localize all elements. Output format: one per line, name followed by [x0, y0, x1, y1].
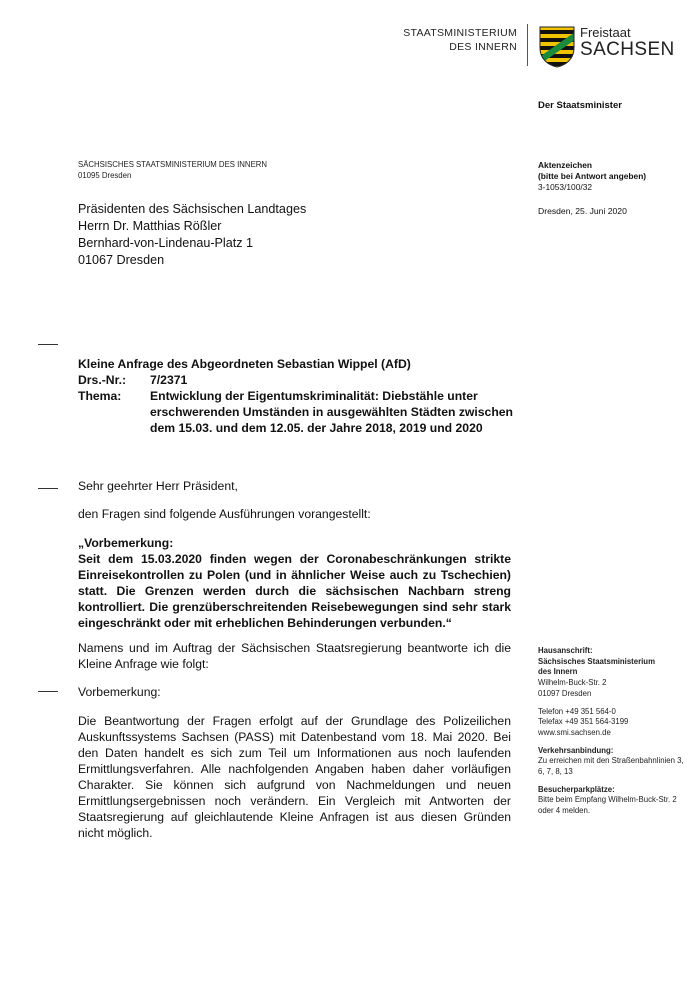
recipient-address — [78, 201, 306, 269]
website-link[interactable]: www.smi.sachsen.de — [538, 727, 611, 737]
sender-line-1: SÄCHSISCHES STAATSMINISTERIUM DES INNERN — [78, 160, 268, 169]
recipient-line-1: Präsidenten des Sächsischen Landtages — [78, 202, 307, 216]
reference-label: Aktenzeichen — [538, 160, 592, 170]
footer-transport — [538, 746, 688, 778]
footer-address — [538, 646, 688, 700]
header-divider — [527, 24, 528, 66]
preliminary-heading: Vorbemerkung: — [78, 685, 161, 699]
drs-label: Drs.-Nr.: — [78, 373, 127, 387]
fold-mark — [38, 344, 58, 345]
state-line-2: SACHSEN — [580, 39, 675, 60]
recipient-line-2: Herrn Dr. Matthias Rößler — [78, 219, 222, 233]
address-label: Hausanschrift: — [538, 646, 593, 655]
subject-block — [78, 356, 518, 436]
ministry-name — [380, 26, 517, 54]
footer-contact — [538, 707, 688, 739]
transport-label: Verkehrsanbindung: — [538, 745, 614, 755]
salutation: Sehr geehrter Herr Präsident, — [78, 479, 238, 493]
state-name — [580, 26, 675, 60]
reference-note: (bitte bei Antwort angeben) — [538, 171, 647, 181]
reference-number: 3-1053/100/32 — [538, 182, 593, 192]
quote-heading: „Vorbemerkung: — [78, 536, 174, 550]
parking-label: Besucherparkplätze: — [538, 784, 615, 794]
fold-mark — [38, 691, 58, 692]
ministry-line-2: DES INNERN — [449, 41, 517, 53]
intro-text: den Fragen sind folgende Ausführungen vorangestellt: — [78, 507, 371, 521]
ministry-line-1: STAATSMINISTERIUM — [403, 27, 517, 39]
drs-value: 7/2371 — [150, 373, 188, 387]
subject-title: Kleine Anfrage des Abgeordneten Sebastian Wippel (AfD) — [78, 357, 411, 371]
fax: Telefax +49 351 564-3199 — [538, 717, 629, 727]
phone: Telefon +49 351 564-0 — [538, 706, 616, 716]
address-line-3: Wilhelm-Buck-Str. 2 — [538, 678, 607, 688]
parking-text: Bitte beim Empfang Wilhelm-Buck-Str. 2 oder 4 melden. — [538, 795, 677, 816]
address-line-1: Sächsisches Staatsministerium — [538, 656, 656, 666]
address-line-4: 01097 Dresden — [538, 688, 592, 698]
address-line-2: des Innern — [538, 667, 578, 677]
reference-block — [538, 160, 646, 193]
recipient-line-3: Bernhard-von-Lindenau-Platz 1 — [78, 236, 254, 250]
minister-title: Der Staatsminister — [538, 100, 622, 111]
sender-line — [78, 160, 267, 181]
transport-text: Zu erreichen mit den Straßenbahnlinien 3, 6, 7, 8, 13 — [538, 756, 684, 777]
recipient-line-4: 01067 Dresden — [78, 253, 165, 267]
thema-value: Entwicklung der Eigentumskriminalität: Diebstähle unter erschwerenden Umständen in ausgewählten Städten zwischen dem 15.03. und dem 12.05. der Jahre 2018, 2019 und 2020 — [150, 389, 514, 435]
footer-info — [538, 646, 688, 824]
thema-label: Thema: — [78, 389, 122, 403]
fold-mark — [38, 488, 58, 489]
state-line-1: Freistaat — [580, 25, 631, 40]
footer-parking — [538, 785, 688, 817]
answer-intro: Namens und im Auftrag der Sächsischen Staatsregierung beantworte ich die Kleine Anfrage wie folgt: — [78, 641, 511, 671]
preliminary-text: Die Beantwortung der Fragen erfolgt auf der Grundlage des Polizeilichen Auskunftssystems Sachsen (PASS) mit Datenbestand vom 18. Mai 2020. Bei den Daten handelt es sich zum Teil um Informationen aus noch laufenden Ermittlungsverfahren. Alle nachfolgenden Angaben haben daher vorläufigen Charakter. Sie können sich aufgrund von Nachmeldungen und neuen Ermittlungsergebnissen noch verändern. Ein Vergleich mit Antworten der Staatsregierung auf gleichlautende Kleine Anfragen ist aus diesen Gründen nicht möglich. — [78, 714, 511, 840]
saxony-coat-of-arms-icon — [539, 26, 575, 68]
letter-date: Dresden, 25. Juni 2020 — [538, 206, 627, 216]
sender-line-2: 01095 Dresden — [78, 170, 132, 180]
quote-text: Seit dem 15.03.2020 finden wegen der Coronabeschränkungen strikte Einreisekontrollen zu Polen (und in ähnlicher Weise auch zu Tschechien) statt. Die Grenzen werden durch die sächsischen Nachbarn streng kontrolliert. Die grenzüberschreitenden Reisebewegungen sind sehr stark eingeschränkt oder mit erheblichen Behinderungen verbunden.“ — [78, 552, 511, 630]
